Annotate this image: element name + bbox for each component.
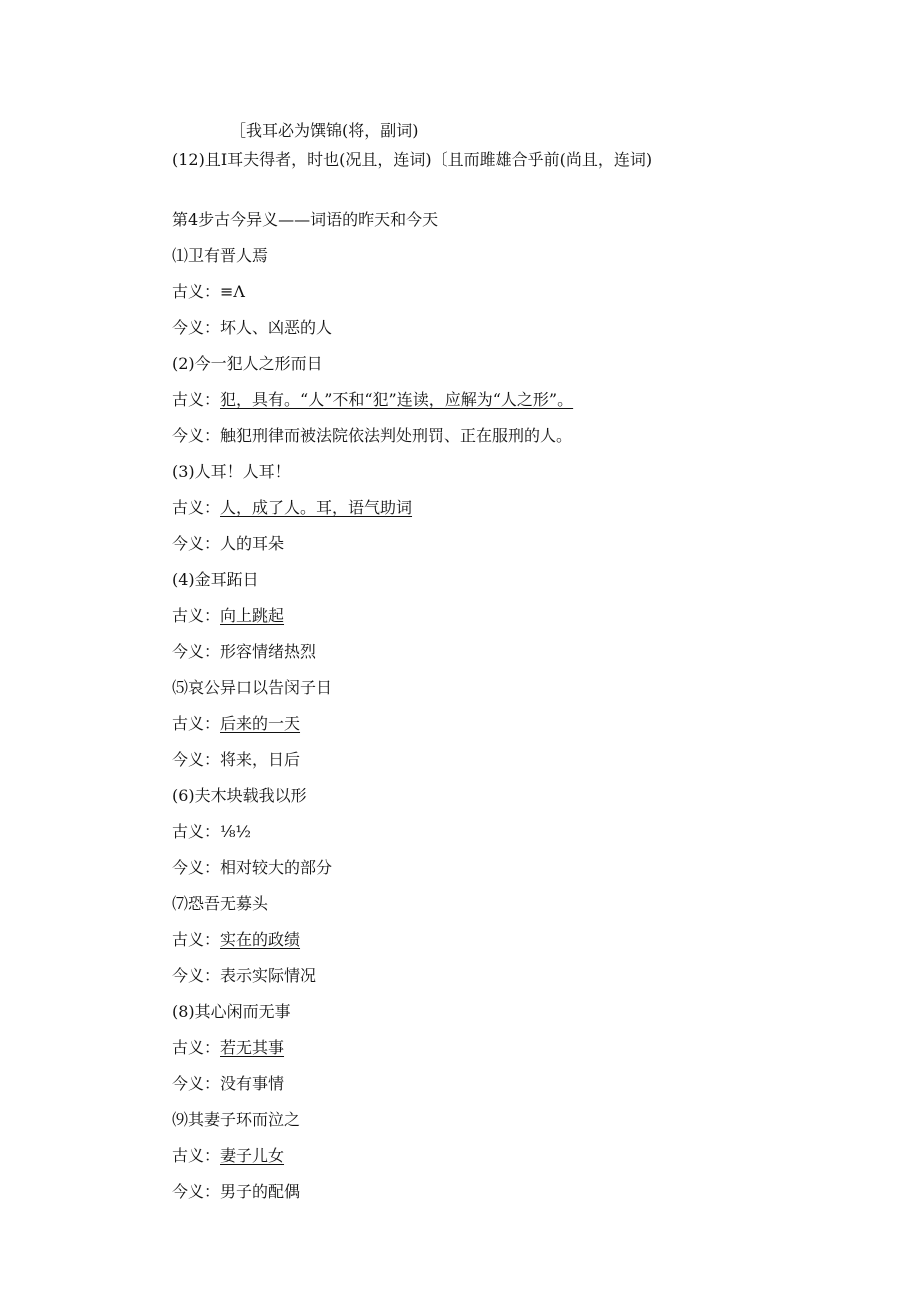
ancient-meaning-line [172,282,245,302]
modern-meaning: 形容情绪热烈 [220,642,317,661]
ancient-label: 古义： [172,822,221,841]
ancient-label: 古义： [172,714,221,733]
ancient-label: 古义： [172,390,221,409]
item-sentence: (6)夫木块载我以形 [172,786,307,805]
top-line-1: ［我耳必为馔锦(将，副词) [230,121,419,140]
item-sentence: ⑸哀公异口以告闵子日 [172,678,333,697]
ancient-label: 古义： [172,606,221,625]
ancient-meaning-line [172,822,251,842]
modern-meaning: 相对较大的部分 [220,858,333,877]
ancient-meaning-line [172,1038,284,1058]
modern-meaning-line [172,1074,284,1094]
item-sentence: (3)人耳！人耳！ [172,462,291,481]
modern-label: 今义： [172,642,221,661]
modern-meaning-line [172,318,332,338]
ancient-meaning-line [172,930,300,950]
modern-label: 今义： [172,426,221,445]
item-sentence: (4)金耳跖日 [172,570,259,589]
item-sentence: (2)今一犯人之形而日 [172,354,323,373]
ancient-meaning: 妻子儿女 [220,1146,285,1165]
item-sentence: ⑺恐吾无募头 [172,894,269,913]
item-sentence: (8)其心闲而无事 [172,1002,291,1021]
ancient-meaning: ⅛½ [220,822,252,841]
ancient-meaning: 实在的政绩 [220,930,301,949]
modern-meaning: 男子的配偶 [220,1182,301,1201]
ancient-meaning-line [172,498,412,518]
modern-meaning-line [172,750,300,770]
modern-meaning: 人的耳朵 [220,534,285,553]
item-sentence: ⑼其妻子环而泣之 [172,1110,301,1129]
ancient-meaning: 后来的一天 [220,714,301,733]
modern-meaning-line [172,858,332,878]
ancient-label: 古义： [172,1038,221,1057]
item-sentence: ⑴卫有晋人焉 [172,246,269,265]
modern-meaning: 坏人、凶恶的人 [220,318,333,337]
ancient-meaning-line [172,606,284,626]
ancient-meaning: ≡Λ [220,282,245,301]
ancient-label: 古义： [172,282,221,301]
ancient-label: 古义： [172,930,221,949]
ancient-meaning: 若无其事 [220,1038,285,1057]
ancient-meaning-line [172,390,573,410]
modern-label: 今义： [172,1182,221,1201]
modern-meaning: 触犯刑律而被法院依法判处刑罚、正在服刑的人。 [220,426,573,445]
ancient-label: 古义： [172,1146,221,1165]
modern-label: 今义： [172,750,221,769]
modern-label: 今义： [172,318,221,337]
modern-label: 今义： [172,534,221,553]
modern-label: 今义： [172,858,221,877]
modern-meaning: 将来，日后 [220,750,301,769]
modern-meaning-line [172,966,316,986]
modern-meaning-line [172,1182,300,1202]
modern-meaning: 没有事情 [220,1074,285,1093]
modern-label: 今义： [172,966,221,985]
modern-meaning-line [172,426,572,446]
ancient-meaning-line [172,1146,284,1166]
modern-meaning: 表示实际情况 [220,966,317,985]
ancient-meaning: 向上跳起 [220,606,285,625]
ancient-meaning: 人，成了人。耳，语气助词 [220,498,413,517]
modern-meaning-line [172,534,284,554]
top-line-2: (12)且I耳夫得者，时也(况且，连词)〔且而雎雄合乎前(尚且，连词) [172,150,653,169]
ancient-label: 古义： [172,498,221,517]
ancient-meaning: 犯，具有。“人”不和“犯”连读，应解为“人之形”。 [220,390,574,409]
section-title: 第4步古今异义——词语的昨天和今天 [172,210,439,229]
ancient-meaning-line [172,714,300,734]
modern-meaning-line [172,642,316,662]
modern-label: 今义： [172,1074,221,1093]
